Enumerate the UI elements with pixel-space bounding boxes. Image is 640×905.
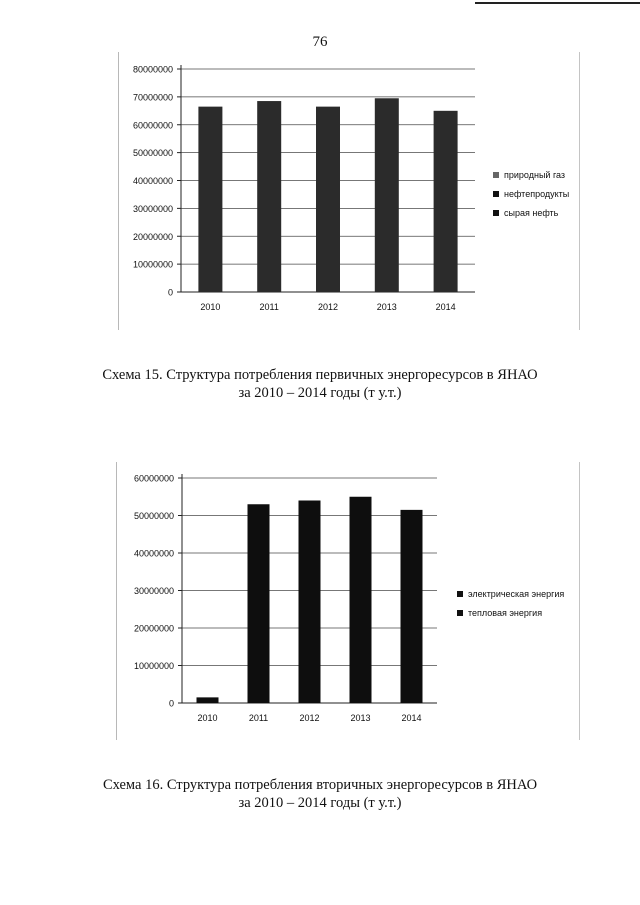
y-tick-label: 40000000	[133, 548, 174, 559]
legend-label: тепловая энергия	[468, 608, 543, 618]
legend-label: природный газ	[504, 170, 566, 180]
legend-swatch	[493, 210, 499, 216]
bar-2010	[197, 697, 219, 703]
y-tick-label: 10000000	[133, 661, 174, 671]
caption-scheme-15	[0, 366, 640, 402]
x-tick-label: 2010	[200, 302, 221, 312]
bar-2011	[257, 101, 281, 292]
legend-label: нефтепродукты	[504, 189, 570, 199]
y-tick-label: 50000000	[133, 511, 174, 521]
x-tick-label: 2012	[299, 713, 320, 723]
y-tick-label: 70000000	[132, 92, 173, 103]
legend-label: электрическая энергия	[468, 589, 565, 599]
y-tick-label: 50000000	[132, 148, 173, 159]
y-tick-label: 60000000	[133, 473, 174, 484]
y-tick-label: 0	[168, 698, 174, 709]
legend-swatch	[457, 591, 463, 597]
chart-primary-energy	[118, 52, 580, 330]
legend-swatch	[457, 610, 463, 616]
bar-2011	[248, 504, 270, 703]
bar-2014	[434, 111, 458, 292]
bar-2010	[198, 107, 222, 292]
y-tick-label: 10000000	[132, 259, 173, 270]
x-tick-label: 2011	[248, 713, 269, 723]
x-tick-label: 2010	[197, 713, 218, 723]
y-tick-label: 40000000	[132, 176, 173, 186]
bar-2012	[299, 501, 321, 704]
bar-2012	[316, 107, 340, 292]
legend-swatch	[493, 191, 499, 197]
page-number: 76	[312, 34, 328, 50]
caption-line: за 2010 – 2014 годы (т у.т.)	[238, 385, 402, 401]
legend-item-electric	[457, 589, 564, 599]
legend-primary	[493, 170, 569, 227]
x-tick-label: 2014	[401, 713, 422, 723]
bar-2013	[350, 497, 372, 703]
legend-item-crude-oil	[493, 208, 569, 218]
legend-item-natural-gas	[493, 170, 569, 180]
legend-swatch	[493, 172, 499, 178]
y-tick-label: 60000000	[132, 120, 173, 131]
bar-2013	[375, 98, 399, 292]
y-tick-label: 20000000	[132, 231, 173, 242]
caption-scheme-16	[0, 776, 640, 812]
caption-line: за 2010 – 2014 годы (т у.т.)	[238, 795, 402, 811]
caption-line: Схема 15. Структура потребления первичных энергоресурсов в ЯНАО	[102, 367, 538, 383]
x-tick-label: 2013	[376, 302, 397, 312]
x-tick-label: 2012	[317, 302, 339, 312]
chart-secondary-energy	[116, 462, 580, 740]
legend-item-heat	[457, 608, 564, 618]
legend-item-oil-products	[493, 189, 569, 199]
bar-2014	[401, 510, 423, 703]
y-tick-label: 0	[167, 287, 173, 298]
x-tick-label: 2014	[435, 302, 456, 312]
y-tick-label: 30000000	[132, 203, 173, 214]
y-tick-label: 30000000	[133, 586, 174, 596]
y-tick-label: 20000000	[133, 623, 174, 634]
y-tick-label: 80000000	[132, 64, 173, 75]
legend-label: сырая нефть	[504, 208, 559, 218]
x-tick-label: 2013	[350, 713, 371, 723]
caption-line: Схема 16. Структура потребления вторичных энергоресурсов в ЯНАО	[102, 777, 538, 793]
x-tick-label: 2011	[259, 302, 279, 312]
legend-secondary	[457, 589, 564, 627]
top-rule	[475, 2, 640, 4]
